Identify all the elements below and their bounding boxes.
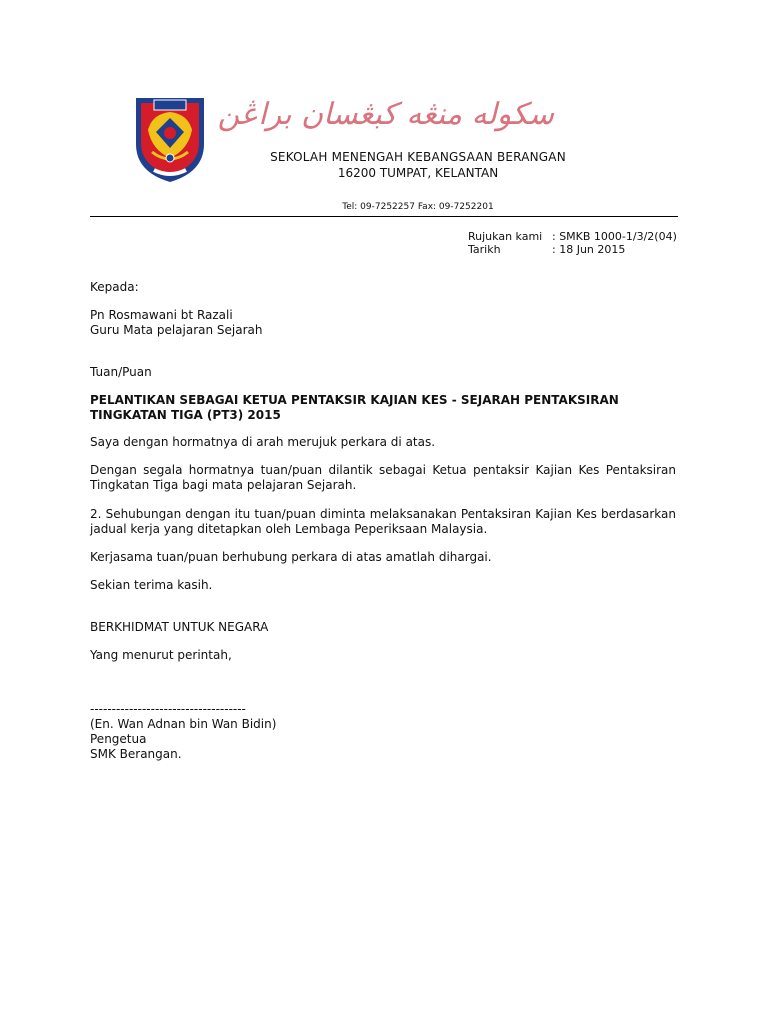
paragraph-4: Kerjasama tuan/puan berhubung perkara di atas amatlah dihargai. [90,550,492,564]
ref-label: Rujukan kami [468,230,543,243]
motto: BERKHIDMAT UNTUK NEGARA [90,620,269,634]
respect-line: Yang menurut perintah, [90,648,232,662]
ref-value: : SMKB 1000-1/3/2(04) [552,230,677,243]
school-name: SEKOLAH MENENGAH KEBANGSAAN BERANGAN [270,150,566,164]
salutation: Tuan/Puan [90,365,152,379]
recipient-name: Pn Rosmawani bt Razali [90,308,233,322]
recipient-position: Guru Mata pelajaran Sejarah [90,323,263,337]
signature-line: ------------------------------------ [90,702,246,716]
signatory-school: SMK Berangan. [90,747,182,761]
school-contact: Tel: 09-7252257 Fax: 09-7252201 [342,202,494,212]
to-label: Kepada: [90,280,139,294]
header-divider [90,216,678,217]
signatory-title: Pengetua [90,732,147,746]
school-crest-logo [132,92,208,184]
jawi-school-name: سكوله منڠه كبڠسان براڠن [217,97,554,132]
letter-title: PELANTIKAN SEBAGAI KETUA PENTAKSIR KAJIAN KES - SEJARAH PENTAKSIRAN TINGKATAN TIGA (PT3) 2015 [90,393,619,422]
school-address: 16200 TUMPAT, KELANTAN [337,166,499,180]
paragraph-1: Saya dengan hormatnya di arah merujuk perkara di atas. [90,435,436,449]
reference-block [468,230,677,256]
date-label: Tarikh [468,243,501,256]
paragraph-2: Dengan segala hormatnya tuan/puan dilantik sebagai Ketua pentaksir Kajian Kes Pentaksiran Tingkatan Tiga bagi mata pelajaran Sejarah. [90,463,676,492]
date-value: : 18 Jun 2015 [552,243,626,256]
paragraph-3: 2. Sehubungan dengan itu tuan/puan diminta melaksanakan Pentaksiran Kajian Kes berdasarkan jadual kerja yang ditetapkan oleh Lembaga Peperiksaan Malaysia. [90,507,676,536]
signatory-name: (En. Wan Adnan bin Wan Bidin) [90,717,277,731]
closing-line: Sekian terima kasih. [90,578,213,592]
